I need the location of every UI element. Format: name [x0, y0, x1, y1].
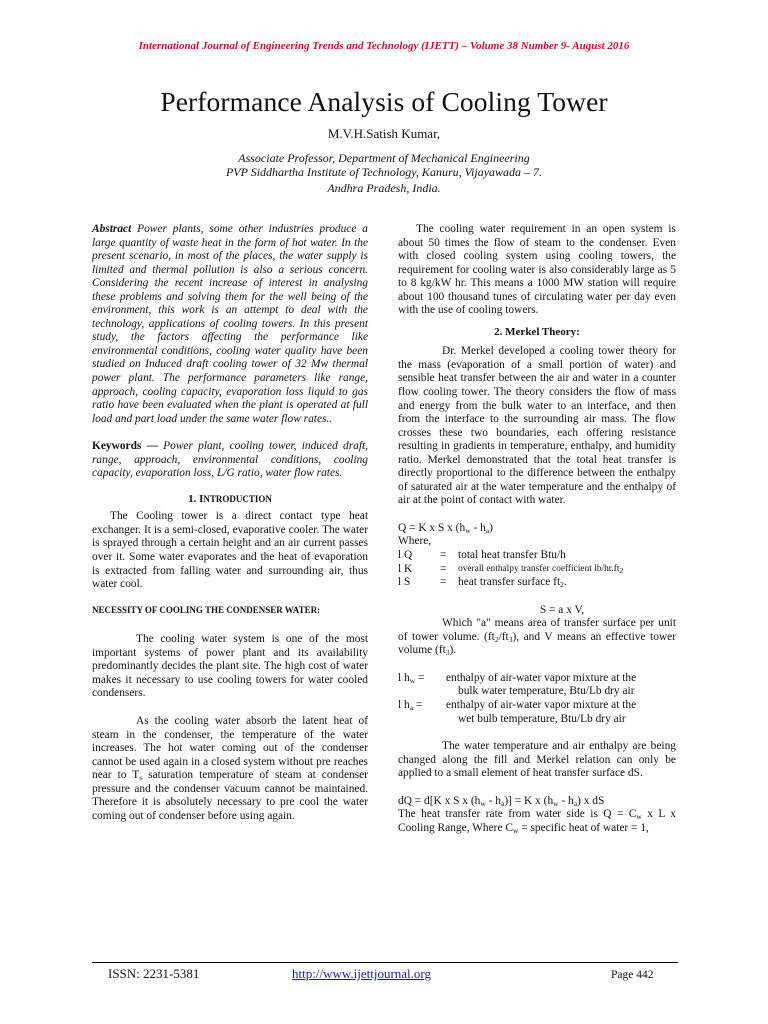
abstract — [92, 223, 368, 426]
equation-dq: dQ = d[K x S x $(h_w - h_a)] = K$ x $(h_w - h_a)$ x dS — [398, 794, 605, 808]
author-name: M.V.H.Satish Kumar, — [327, 126, 441, 141]
definition-q: l Q = total heat transfer Btu/h — [398, 549, 566, 562]
definitions-list — [398, 549, 676, 590]
where-label: Where, — [398, 535, 432, 548]
affiliation-location: Andhra Pradesh, India. — [327, 181, 441, 195]
keywords — [92, 440, 368, 481]
necessity-heading: NECESSITY OF COOLING THE CONDENSER WATER: — [92, 604, 321, 615]
paper-title: Performance Analysis of Cooling Tower — [160, 86, 608, 117]
right-column — [398, 223, 676, 835]
affiliation-department: Associate Professor, Department of Mechanical Engineering — [238, 151, 530, 165]
definition-s: l S = heat transfer surface $ft_2$. — [398, 576, 567, 590]
keywords-label: Keywords — — [92, 440, 158, 453]
necessity-paragraph-2: As the cooling water absorb the latent heat of steam in the condenser, the temperature of the water increases. The hot water coming out of the condenser cannot be used again in a closed system without pre reaches near to $T_s$ saturation temperature of steam at condenser pressure and the condenser vacuum cannot be maintained. Therefore it is absolutely necessary to pre cool the water coming out of condenser before using again. — [92, 714, 368, 822]
equation-s: S = a x V, — [539, 603, 585, 616]
abstract-text: Power plants, some other industries produce a large quantity of waste heat in the form of hot water. In the present scenario, in most of the places, the water supply is limited and thermal pollution is also a serious concern. Considering the recent increase of interest in analysing these problems and solving them for the well being of the environment, this work is an attempt to deal with the technology, applications of cooling towers. In this present study, the factors affecting the performance like environmental conditions, cooling water quality have been studied on Induced draft cooling tower of 32 Mw thermal power plant. The performance parameters like range, approach, cooling capacity, evaporation loss liquid to gas ratio have been evaluated when the plant is operated at full load and part load under the same water flow rates.. — [92, 223, 368, 425]
definition-ha: l $h_a$ = enthalpy of air-water vapor mixture at the wet bulb temperature, Btu/Lb dry air — [398, 698, 637, 725]
left-column — [92, 223, 368, 823]
section-merkel-heading: 2. Merkel Theory: — [494, 325, 580, 338]
heat-rate-text: The heat transfer rate from water side is $Q = C_w$ x L x Cooling Range, Where $C_w$ = specific heat of water = 1, — [398, 808, 677, 835]
definition-hw: l $h_w$ = enthalpy of air-water vapor mixture at the bulk water temperature, Btu/Lb dry air — [398, 671, 637, 698]
merkel-text: Dr. Merkel developed a cooling tower theory for the mass (evaporation of a small portion of water) and sensible heat transfer between the air and water in a counter flow cooling tower. The theory considers the flow of mass and energy from the bulk water to an interface, and then from the interface to the surrounding air mass. The flow crosses these two boundaries, each offering resistance resulting in gradients in temperature, enthalpy, and humidity ratio. Merkel demonstrated that the total heat transfer is directly proportional to the difference between the enthalpy of saturated air at the water temperature and the enthalpy of air at the point of contact with water. — [398, 345, 676, 507]
cooling-requirement-text: The cooling water requirement in an open system is about 50 times the flow of steam to the condenser. Even with closed cooling system using cooling towers, the requirement for cooling water is also considerably large as 5 to 8 kg/kW hr. This means a 1000 MW station will require about 100 thousand tunes of circulating water per day even with the use of cooling towers. — [398, 223, 676, 317]
footer-issn: ISSN: 2231-5381 — [108, 966, 200, 981]
definition-k: l K = overall enthalpy transfer coefficient $lb/hr.ft_2$ — [398, 562, 624, 575]
equation-q: Q = K x S x $(h_w - h_a)$ — [398, 521, 493, 535]
introduction-text: The Cooling tower is a direct contact type heat exchanger. It is a semi-closed, evaporative cooler. The water is sprayed through a certain height and an air current passes over it. Some water evaporates and the heat of evaporation is extracted from falling water and surrounding air, thus water cool. — [92, 510, 368, 591]
abstract-label: Abstract — [92, 223, 132, 235]
footer-journal-link[interactable]: http://www.ijettjournal.org — [292, 966, 432, 981]
equation-s-explanation: Which "a" means area of transfer surface per unit of tower volume. $(ft_2/ft_3)$, and V means an effective tower volume $(ft_3)$. — [398, 617, 676, 658]
section-introduction-heading: 1. INTRODUCTION — [188, 492, 272, 505]
affiliation-institute: PVP Siddhartha Institute of Technology, Kanuru, Vijayawada – 7. — [225, 165, 543, 179]
footer-page-number: Page 442 — [611, 969, 654, 981]
fill-paragraph: The water temperature and air enthalpy are being changed along the fill and Merkel relation can only be applied to a small element of heat transfer surface dS. — [398, 740, 676, 780]
journal-header: International Journal of Engineering Trends and Technology (IJETT) – Volume 38 Number 9- August 2016 — [138, 40, 630, 52]
footer-divider — [92, 962, 678, 963]
keywords-text: Power plant, cooling tower, induced draft, range, approach, environmental conditions, cooling capacity, evaporation loss, L/G ratio, water flow rates. — [92, 440, 368, 480]
necessity-paragraph-1: The cooling water system is one of the most important systems of power plant and its availability predominantly decides the plant site. The high cost of water makes it necessary to use cooling towers for water cooled condensers. — [92, 633, 368, 700]
